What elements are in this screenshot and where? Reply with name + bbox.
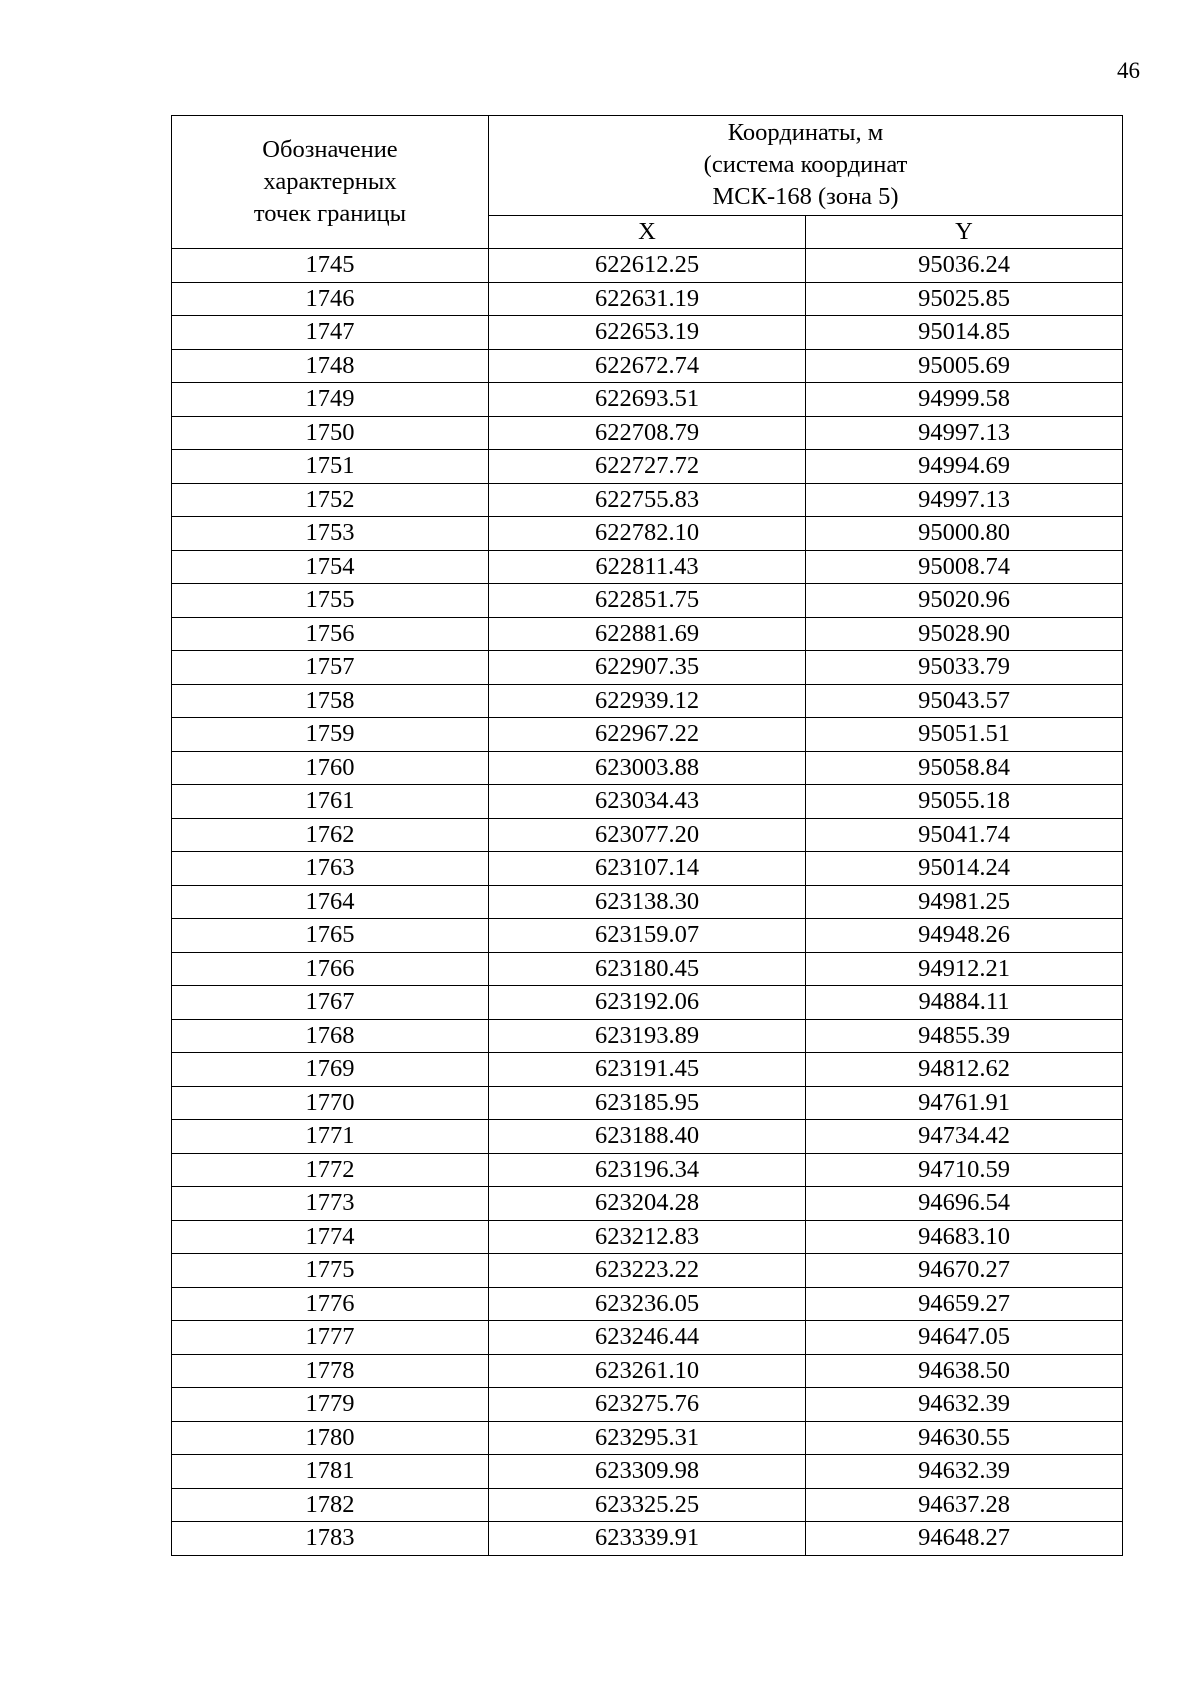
y-coordinate-cell: 94997.13	[806, 416, 1123, 450]
designation-header-line: точек границы	[253, 200, 407, 227]
point-number-cell: 1773	[172, 1187, 489, 1221]
table-row	[172, 684, 1123, 718]
x-coordinate-cell: 622727.72	[489, 450, 806, 484]
x-coordinate-cell: 622881.69	[489, 617, 806, 651]
table-row	[172, 952, 1123, 986]
point-number-cell: 1767	[172, 986, 489, 1020]
x-coordinate-cell: 623193.89	[489, 1019, 806, 1053]
x-coordinate-cell: 623246.44	[489, 1321, 806, 1355]
y-coordinate-cell: 94659.27	[806, 1287, 1123, 1321]
x-coordinate-cell: 623223.22	[489, 1254, 806, 1288]
table-row	[172, 651, 1123, 685]
table-row	[172, 1354, 1123, 1388]
y-coordinate-cell: 94812.62	[806, 1053, 1123, 1087]
y-coordinate-cell: 95028.90	[806, 617, 1123, 651]
table-row	[172, 1019, 1123, 1053]
table-row	[172, 785, 1123, 819]
point-number-cell: 1757	[172, 651, 489, 685]
table-row	[172, 751, 1123, 785]
table-row	[172, 1153, 1123, 1187]
point-number-cell: 1769	[172, 1053, 489, 1087]
point-number-cell: 1774	[172, 1220, 489, 1254]
point-number-cell: 1772	[172, 1153, 489, 1187]
coordinates-header	[489, 116, 1123, 216]
point-number-cell: 1751	[172, 450, 489, 484]
table-row	[172, 1187, 1123, 1221]
point-number-cell: 1764	[172, 885, 489, 919]
x-coordinate-cell: 623196.34	[489, 1153, 806, 1187]
x-coordinate-cell: 623295.31	[489, 1421, 806, 1455]
point-number-cell: 1747	[172, 316, 489, 350]
point-number-cell: 1779	[172, 1388, 489, 1422]
y-coordinate-cell: 95033.79	[806, 651, 1123, 685]
point-number-cell: 1760	[172, 751, 489, 785]
point-number-cell: 1775	[172, 1254, 489, 1288]
x-coordinate-cell: 622851.75	[489, 584, 806, 618]
x-coordinate-cell: 623309.98	[489, 1455, 806, 1489]
x-coordinate-cell: 623339.91	[489, 1522, 806, 1556]
table-row	[172, 1287, 1123, 1321]
designation-header-line: Обозначение	[262, 136, 398, 163]
x-coordinate-cell: 622631.19	[489, 282, 806, 316]
designation-header	[172, 116, 489, 249]
y-coordinate-cell: 94855.39	[806, 1019, 1123, 1053]
x-coordinate-cell: 622612.25	[489, 249, 806, 283]
table-row	[172, 1086, 1123, 1120]
table-row	[172, 1421, 1123, 1455]
x-coordinate-cell: 623034.43	[489, 785, 806, 819]
table-row	[172, 1254, 1123, 1288]
y-coordinate-cell: 94761.91	[806, 1086, 1123, 1120]
table-row	[172, 416, 1123, 450]
table-row	[172, 517, 1123, 551]
point-number-cell: 1783	[172, 1522, 489, 1556]
x-column-header: X	[489, 215, 806, 248]
x-coordinate-cell: 622693.51	[489, 383, 806, 417]
table-row	[172, 1455, 1123, 1489]
table-row	[172, 1388, 1123, 1422]
table-row	[172, 1120, 1123, 1154]
table-row	[172, 1488, 1123, 1522]
y-coordinate-cell: 94734.42	[806, 1120, 1123, 1154]
boundary-points-table	[171, 115, 1123, 1556]
x-coordinate-cell: 622967.22	[489, 718, 806, 752]
point-number-cell: 1745	[172, 249, 489, 283]
table-row	[172, 483, 1123, 517]
table-row	[172, 885, 1123, 919]
x-coordinate-cell: 623191.45	[489, 1053, 806, 1087]
x-coordinate-cell: 623212.83	[489, 1220, 806, 1254]
y-coordinate-cell: 95055.18	[806, 785, 1123, 819]
point-number-cell: 1763	[172, 852, 489, 886]
x-coordinate-cell: 622782.10	[489, 517, 806, 551]
x-coordinate-cell: 622708.79	[489, 416, 806, 450]
y-coordinate-cell: 95000.80	[806, 517, 1123, 551]
x-coordinate-cell: 623204.28	[489, 1187, 806, 1221]
point-number-cell: 1776	[172, 1287, 489, 1321]
y-coordinate-cell: 95043.57	[806, 684, 1123, 718]
y-coordinate-cell: 95058.84	[806, 751, 1123, 785]
y-coordinate-cell: 94912.21	[806, 952, 1123, 986]
x-coordinate-cell: 623077.20	[489, 818, 806, 852]
table-row	[172, 718, 1123, 752]
table-row	[172, 383, 1123, 417]
point-number-cell: 1770	[172, 1086, 489, 1120]
y-coordinate-cell: 94630.55	[806, 1421, 1123, 1455]
point-number-cell: 1777	[172, 1321, 489, 1355]
x-coordinate-cell: 623107.14	[489, 852, 806, 886]
x-coordinate-cell: 623180.45	[489, 952, 806, 986]
table-row	[172, 818, 1123, 852]
y-coordinate-cell: 95005.69	[806, 349, 1123, 383]
table-row	[172, 1053, 1123, 1087]
table-row	[172, 249, 1123, 283]
y-coordinate-cell: 95041.74	[806, 818, 1123, 852]
y-coordinate-cell: 95014.24	[806, 852, 1123, 886]
y-column-header: Y	[806, 215, 1123, 248]
point-number-cell: 1781	[172, 1455, 489, 1489]
x-coordinate-cell: 623261.10	[489, 1354, 806, 1388]
page-number: 46	[1117, 58, 1140, 83]
point-number-cell: 1753	[172, 517, 489, 551]
point-number-cell: 1768	[172, 1019, 489, 1053]
y-coordinate-cell: 95008.74	[806, 550, 1123, 584]
y-coordinate-cell: 94710.59	[806, 1153, 1123, 1187]
point-number-cell: 1752	[172, 483, 489, 517]
y-coordinate-cell: 94670.27	[806, 1254, 1123, 1288]
y-coordinate-cell: 94637.28	[806, 1488, 1123, 1522]
x-coordinate-cell: 623138.30	[489, 885, 806, 919]
point-number-cell: 1746	[172, 282, 489, 316]
table-header	[172, 116, 1123, 249]
point-number-cell: 1778	[172, 1354, 489, 1388]
x-coordinate-cell: 622939.12	[489, 684, 806, 718]
table-row	[172, 617, 1123, 651]
x-coordinate-cell: 623192.06	[489, 986, 806, 1020]
point-number-cell: 1754	[172, 550, 489, 584]
point-number-cell: 1765	[172, 919, 489, 953]
point-number-cell: 1758	[172, 684, 489, 718]
table-body	[172, 249, 1123, 1556]
table-row	[172, 919, 1123, 953]
x-coordinate-cell: 623159.07	[489, 919, 806, 953]
y-coordinate-cell: 94999.58	[806, 383, 1123, 417]
table-row	[172, 316, 1123, 350]
point-number-cell: 1755	[172, 584, 489, 618]
designation-header-line: характерных	[263, 168, 397, 195]
point-number-cell: 1780	[172, 1421, 489, 1455]
y-coordinate-cell: 94648.27	[806, 1522, 1123, 1556]
x-coordinate-cell: 622755.83	[489, 483, 806, 517]
y-coordinate-cell: 94948.26	[806, 919, 1123, 953]
y-coordinate-cell: 94647.05	[806, 1321, 1123, 1355]
x-coordinate-cell: 622672.74	[489, 349, 806, 383]
table-row	[172, 1522, 1123, 1556]
y-coordinate-cell: 94638.50	[806, 1354, 1123, 1388]
point-number-cell: 1748	[172, 349, 489, 383]
y-coordinate-cell: 94696.54	[806, 1187, 1123, 1221]
x-coordinate-cell: 622653.19	[489, 316, 806, 350]
y-coordinate-cell: 94981.25	[806, 885, 1123, 919]
y-coordinate-cell: 94632.39	[806, 1455, 1123, 1489]
table-row	[172, 450, 1123, 484]
point-number-cell: 1782	[172, 1488, 489, 1522]
y-coordinate-cell: 94994.69	[806, 450, 1123, 484]
x-coordinate-cell: 623003.88	[489, 751, 806, 785]
x-coordinate-cell: 623275.76	[489, 1388, 806, 1422]
x-coordinate-cell: 622811.43	[489, 550, 806, 584]
table-row	[172, 584, 1123, 618]
point-number-cell: 1762	[172, 818, 489, 852]
x-coordinate-cell: 623185.95	[489, 1086, 806, 1120]
table-row	[172, 349, 1123, 383]
x-coordinate-cell: 623188.40	[489, 1120, 806, 1154]
x-coordinate-cell: 623236.05	[489, 1287, 806, 1321]
x-coordinate-cell: 622907.35	[489, 651, 806, 685]
point-number-cell: 1761	[172, 785, 489, 819]
point-number-cell: 1771	[172, 1120, 489, 1154]
table-row	[172, 550, 1123, 584]
point-number-cell: 1756	[172, 617, 489, 651]
y-coordinate-cell: 94683.10	[806, 1220, 1123, 1254]
point-number-cell: 1759	[172, 718, 489, 752]
table-row	[172, 1220, 1123, 1254]
y-coordinate-cell: 94997.13	[806, 483, 1123, 517]
coordinates-header-line: МСК-168 (зона 5)	[712, 183, 899, 211]
y-coordinate-cell: 95020.96	[806, 584, 1123, 618]
coordinates-header-line: Координаты, м	[727, 119, 884, 147]
x-coordinate-cell: 623325.25	[489, 1488, 806, 1522]
point-number-cell: 1749	[172, 383, 489, 417]
point-number-cell: 1750	[172, 416, 489, 450]
table-row	[172, 1321, 1123, 1355]
y-coordinate-cell: 94632.39	[806, 1388, 1123, 1422]
y-coordinate-cell: 94884.11	[806, 986, 1123, 1020]
coordinates-header-line: (система координат	[703, 151, 908, 179]
point-number-cell: 1766	[172, 952, 489, 986]
table-row	[172, 282, 1123, 316]
y-coordinate-cell: 95036.24	[806, 249, 1123, 283]
y-coordinate-cell: 95025.85	[806, 282, 1123, 316]
table-row	[172, 986, 1123, 1020]
y-coordinate-cell: 95051.51	[806, 718, 1123, 752]
table-row	[172, 852, 1123, 886]
y-coordinate-cell: 95014.85	[806, 316, 1123, 350]
